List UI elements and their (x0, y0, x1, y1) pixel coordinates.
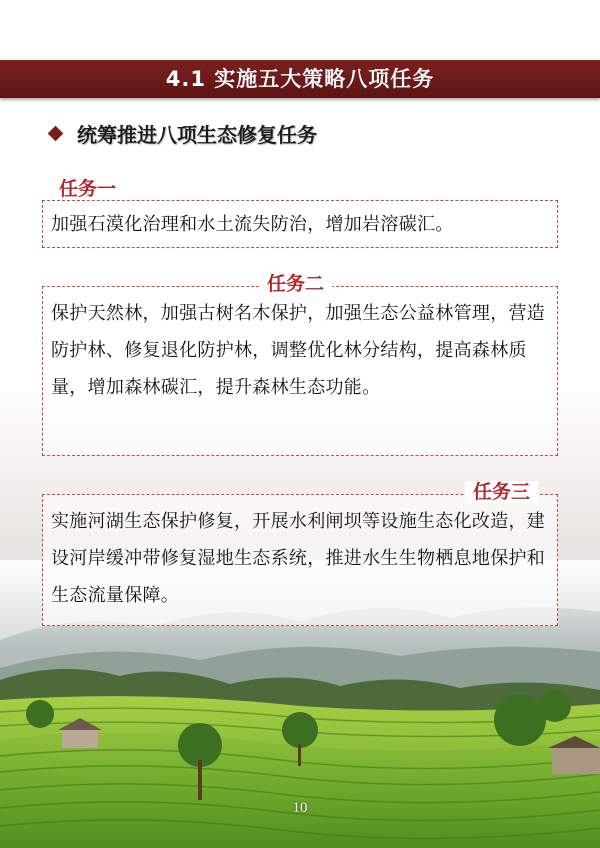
section-title: 统筹推进八项生态修复任务 (77, 122, 317, 147)
diamond-bullet-icon (48, 125, 64, 141)
task-text-1: 加强石漠化治理和水土流失防治，增加岩溶碳汇。 (51, 214, 454, 235)
section-heading (50, 118, 317, 148)
task-text-2: 保护天然林，加强古树名木保护，加强生态公益林管理，营造防护林、修复退化防护林，调整优化林分结构，提高森林质量，增加森林碳汇，提升森林生态功能。 (51, 303, 546, 398)
task-box-2 (42, 273, 558, 456)
task-label-2: 任务二 (259, 273, 332, 295)
section-banner: 4.1 实施五大策略八项任务 (0, 60, 600, 98)
task-label-3: 任务三 (465, 481, 538, 503)
task-box-3 (42, 481, 558, 626)
page-number: 10 (292, 800, 308, 816)
task-text-3: 实施河湖生态保护修复，开展水利闸坝等设施生态化改造，建设河岸缓冲带修复湿地生态系统，推进水生生物栖息地保护和生态流量保障。 (51, 511, 546, 606)
task-box-1 (42, 178, 558, 248)
task-label-1: 任务一 (51, 178, 124, 200)
